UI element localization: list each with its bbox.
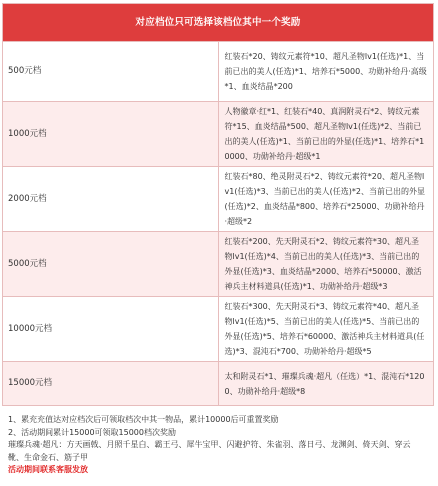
table-row bbox=[3, 362, 434, 406]
tier-label: 2000元档 bbox=[3, 167, 219, 232]
table-row bbox=[3, 167, 434, 232]
tier-rewards: 太和附灵石*1、璀璨兵魂·超凡（任选）*1、混沌石*1200、功勋补给丹·超级*8 bbox=[218, 362, 434, 406]
table-row bbox=[3, 42, 434, 102]
tier-label: 500元档 bbox=[3, 42, 219, 102]
tier-rewards: 红装石*200、先天附灵石*2、铸纹元素符*30、超凡圣物lv1(任选)*4、当前已出的美人(任选)*3、当前已出的外显(任选)*3、血炎结晶*2000、培养石*50000、激活神兵主材料道具(任选)*1、功勋补给丹·超级*3 bbox=[218, 232, 434, 297]
note-line: 1、累充充值达对应档次后可领取档次中其一物品，累计10000后可重置奖励 bbox=[8, 415, 279, 424]
tier-label: 5000元档 bbox=[3, 232, 219, 297]
reward-table bbox=[2, 3, 434, 406]
table-row bbox=[3, 232, 434, 297]
tier-rewards: 红装石*300、先天附灵石*3、铸纹元素符*40、超凡圣物lv1(任选)*5、当前已出的美人(任选)*5、当前已出的外显(任选)*5、培养石*60000、激活神兵主材料道具(任选)*3、混沌石*700、功勋补给丹·超级*5 bbox=[218, 297, 434, 362]
contact-notice: 活动期间联系客服发放 bbox=[8, 465, 88, 474]
note-line: 璀璨兵魂·超凡：方天画戟、月照千星白、霸王弓、犀牛宝甲、闪避护符、朱雀羽、落日弓、龙渊剑、倚天剑、穿云靴、生命金石、筋子甲 bbox=[8, 440, 411, 462]
tier-rewards: 人物徽章·红*1、红装石*40、真润附灵石*2、铸纹元素符*15、血炎结晶*500、超凡圣物lv1(任选)*2、当前已出的美人(任选)*1、当前已出的外显(任选)*1、培养石*10000、功勋补给丹·超级*1 bbox=[218, 102, 434, 167]
tier-label: 15000元档 bbox=[3, 362, 219, 406]
tier-rewards: 红装石*20、铸纹元素符*10、超凡圣物lv1(任选)*1、当前已出的美人(任选)*1、培养石*5000、功勋补给丹·高级*1、血炎结晶*200 bbox=[218, 42, 434, 102]
note-line: 2、活动期间累计15000可领取15000档次奖励 bbox=[8, 427, 176, 437]
tier-label: 1000元档 bbox=[3, 102, 219, 167]
notes-section bbox=[2, 406, 432, 477]
table-title: 对应档位只可选择该档位其中一个奖励 bbox=[3, 4, 434, 42]
tier-rewards: 红装石*80、绝灵附灵石*2、铸纹元素符*20、超凡圣物lv1(任选)*3、当前已出的美人(任选)*2、当前已出的外显(任选)*2、血炎结晶*800、培养石*25000、功勋补给丹·超级*2 bbox=[218, 167, 434, 232]
reward-panel bbox=[2, 3, 432, 479]
table-header-row bbox=[3, 4, 434, 42]
table-row bbox=[3, 102, 434, 167]
tier-label: 10000元档 bbox=[3, 297, 219, 362]
table-row bbox=[3, 297, 434, 362]
